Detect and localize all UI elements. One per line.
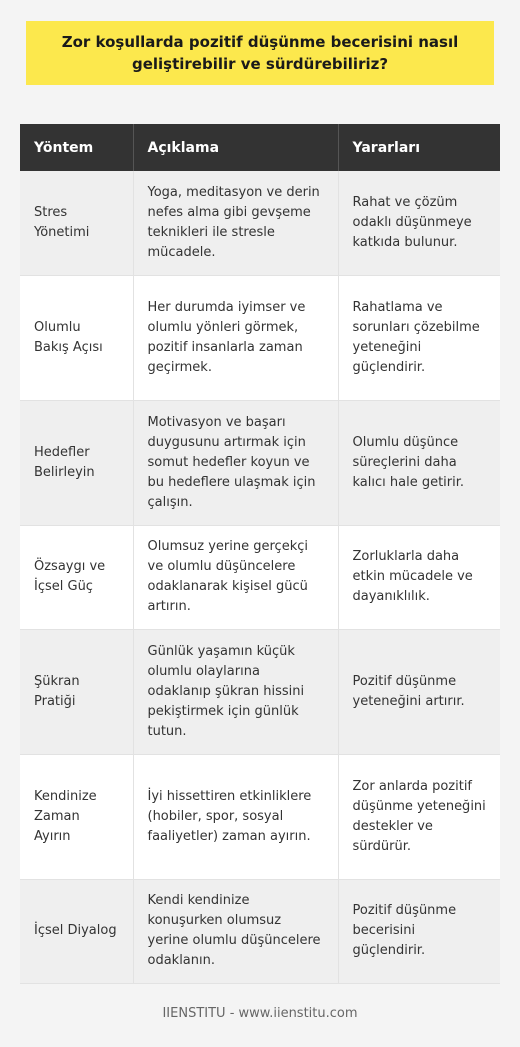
header-description: Açıklama (133, 124, 338, 171)
cell-method: Özsaygı ve İçsel Güç (20, 525, 133, 629)
table-row (20, 629, 500, 754)
methods-table (20, 124, 500, 984)
cell-benefit: Zor anlarda pozitif düşünme yeteneğini destekler ve sürdürür. (338, 754, 500, 879)
cell-description: İyi hissettiren etkinliklere (hobiler, spor, sosyal faaliyetler) zaman ayırın. (133, 754, 338, 879)
cell-description: Kendi kendinize konuşurken olumsuz yerine olumlu düşüncelere odaklanın. (133, 879, 338, 983)
cell-benefit: Rahat ve çözüm odaklı düşünmeye katkıda bulunur. (338, 171, 500, 275)
cell-description: Yoga, meditasyon ve derin nefes alma gibi gevşeme teknikleri ile stresle mücadele. (133, 171, 338, 275)
cell-benefit: Zorluklarla daha etkin mücadele ve dayanıklılık. (338, 525, 500, 629)
table-row (20, 525, 500, 629)
table-row (20, 754, 500, 879)
cell-method: Hedefler Belirleyin (20, 400, 133, 525)
cell-benefit: Pozitif düşünme becerisini güçlendirir. (338, 879, 500, 983)
cell-method: Stres Yönetimi (20, 171, 133, 275)
header-benefit: Yararları (352, 139, 421, 156)
page-title: Zor koşullarda pozitif düşünme becerisini nasıl geliştirebilir ve sürdürebiliriz? (61, 33, 459, 73)
cell-benefit: Olumlu düşünce süreçlerini daha kalıcı hale getirir. (338, 400, 500, 525)
cell-method: Şükran Pratiği (20, 629, 133, 754)
table-row (20, 400, 500, 525)
footer-credit: IIENSTITU - www.iienstitu.com (162, 1006, 358, 1021)
table-row (20, 275, 500, 400)
cell-description: Günlük yaşamın küçük olumlu olaylarına odaklanıp şükran hissini pekiştirmek için günlük tutun. (133, 629, 338, 754)
cell-description: Her durumda iyimser ve olumlu yönleri görmek, pozitif insanlarla zaman geçirmek. (133, 275, 338, 400)
cell-benefit: Rahatlama ve sorunları çözebilme yeteneğini güçlendirir. (338, 275, 500, 400)
table-row (20, 171, 500, 275)
title-banner (26, 21, 494, 85)
cell-method: Olumlu Bakış Açısı (20, 275, 133, 400)
header-method: Yöntem (20, 124, 133, 171)
cell-method: İçsel Diyalog (20, 879, 133, 983)
cell-benefit: Pozitif düşünme yeteneğini artırır. (338, 629, 500, 754)
table-header-row (20, 124, 500, 171)
cell-description: Olumsuz yerine gerçekçi ve olumlu düşüncelere odaklanarak kişisel gücü artırın. (133, 525, 338, 629)
table-row (20, 879, 500, 983)
cell-description: Motivasyon ve başarı duygusunu artırmak için somut hedefler koyun ve bu hedeflere ulaşmak için çalışın. (133, 400, 338, 525)
cell-method: Kendinize Zaman Ayırın (20, 754, 133, 879)
